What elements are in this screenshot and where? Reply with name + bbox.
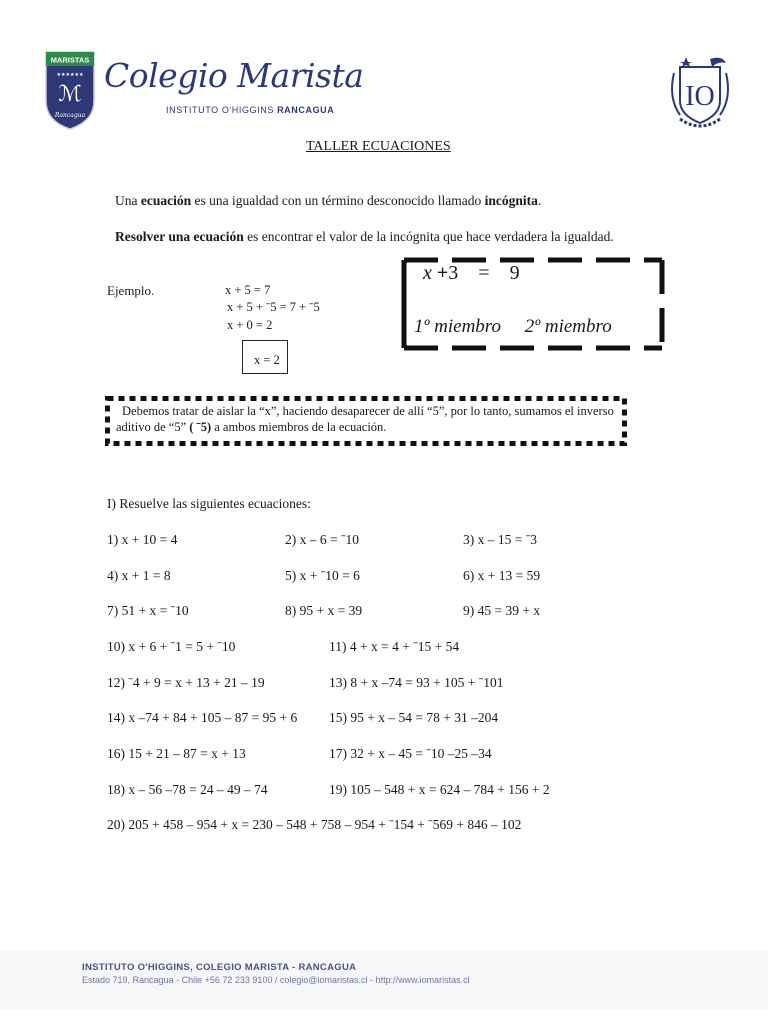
example-step-2: x + 5 + ˉ5 = 7 + ˉ5 [227, 300, 320, 314]
example-step-3: x + 0 = 2 [227, 318, 273, 332]
shield-top-text: MARISTAS [50, 55, 90, 65]
exercise-item: 13) 8 + x –74 = 93 + 105 + ˉ101 [329, 675, 504, 690]
example-step-1: x + 5 = 7 [225, 283, 271, 297]
exercise-item: 1) x + 10 = 4 [107, 532, 178, 547]
exercise-item: 19) 105 – 548 + x = 624 – 784 + 156 + 2 [329, 782, 550, 797]
exercise-item: 20) 205 + 458 – 954 + x = 230 – 548 + 758 – 954 + ˉ154 + ˉ569 + 846 – 102 [107, 817, 522, 832]
brand-name: Colegio Marista [104, 56, 364, 95]
example-answer: x = 2 [254, 353, 280, 367]
exercises-intro: I) Resuelve las siguientes ecuaciones: [107, 496, 311, 511]
seal-text: IO [685, 81, 715, 112]
exercise-item: 10) x + 6 + ˉ1 = 5 + ˉ10 [107, 639, 236, 654]
page-title: TALLER ECUACIONES [306, 139, 451, 154]
equation-members-labels: 1º miembro 2º miembro [414, 316, 612, 337]
exercise-item: 17) 32 + x – 45 = ˉ10 –25 –34 [329, 746, 492, 761]
exercise-item: 11) 4 + x = 4 + ˉ15 + 54 [329, 639, 460, 654]
exercise-item: 15) 95 + x – 54 = 78 + 31 –204 [329, 710, 499, 725]
exercise-item: 12) ˉ4 + 9 = x + 13 + 21 – 19 [107, 675, 265, 690]
exercise-item: 7) 51 + x = ˉ10 [107, 603, 189, 618]
shield-bottom-text: Rancagua [54, 112, 86, 119]
exercise-item: 18) x – 56 –78 = 24 – 49 – 74 [107, 782, 268, 797]
equation-example: x +3 = 9 [423, 262, 520, 284]
exercise-item: 2) x – 6 = ˉ10 [285, 532, 359, 547]
footer-institution: INSTITUTO O'HIGGINS, COLEGIO MARISTA - RANCAGUA [82, 962, 357, 973]
exercise-item: 6) x + 13 = 59 [463, 568, 541, 583]
exercise-item: 4) x + 1 = 8 [107, 568, 171, 583]
footer-contact: Estado 719, Rancagua - Chile +56 72 233 9100 / colegio@iomaristas.cl - http://www.iomaristas.cl [82, 975, 470, 985]
definition-resolver: Resolver una ecuación es encontrar el valor de la incógnita que hace verdadera la igualdad. [115, 229, 614, 244]
example-label: Ejemplo. [107, 283, 155, 298]
svg-text:ℳ: ℳ [58, 82, 82, 107]
note-text: Debemos tratar de aislar la “x”, haciendo desaparecer de allí “5”, por lo tanto, sumamos el inverso aditivo de “5” ( ˉ5) a ambos miembros de la ecuación. [116, 404, 614, 434]
brand-subtitle: INSTITUTO O'HIGGINS RANCAGUA [166, 105, 335, 115]
exercise-item: 5) x + ˉ10 = 6 [285, 568, 360, 583]
exercise-item: 3) x – 15 = ˉ3 [463, 532, 537, 547]
institute-seal-logo [666, 53, 734, 131]
maristas-shield-logo [43, 49, 97, 131]
definition-ecuacion: Una ecuación es una igualdad con un término desconocido llamado incógnita. [115, 193, 542, 208]
svg-text:★★★★★★: ★★★★★★ [56, 73, 84, 78]
exercise-item: 8) 95 + x = 39 [285, 603, 363, 618]
exercise-item: 14) x –74 + 84 + 105 – 87 = 95 + 6 [107, 710, 298, 725]
exercise-item: 9) 45 = 39 + x [463, 603, 541, 618]
exercise-item: 16) 15 + 21 – 87 = x + 13 [107, 746, 246, 761]
